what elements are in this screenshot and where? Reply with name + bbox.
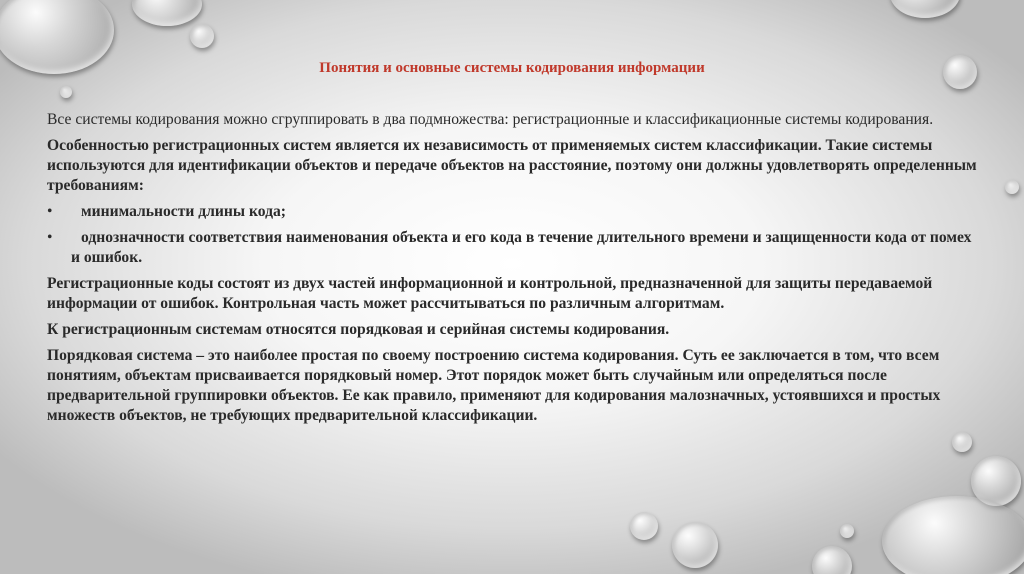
water-drop-decoration — [1005, 180, 1019, 194]
slide-body — [47, 110, 977, 432]
list-item — [47, 202, 977, 222]
paragraph-registration-features: Особенностью регистрационных систем является их независимость от применяемых систем классификации. Такие системы используются для идентификации объектов и передаче объектов на расстояние, поэтому они должны удовлетворять определенным требованиям: — [47, 137, 977, 194]
paragraph-registration-systems: К регистрационным системам относятся порядковая и серийная системы кодирования. — [47, 321, 670, 338]
water-drop-decoration — [672, 522, 718, 568]
water-drop-decoration — [132, 0, 202, 26]
water-drop-decoration — [952, 432, 972, 452]
water-drop-decoration — [882, 496, 1024, 574]
water-drop-decoration — [190, 24, 214, 48]
paragraph-ordinal-system: Порядковая система – это наиболее простая по своему построению система кодирования. Суть ее заключается в том, что всем понятиям, объектам присваивается порядковый номер. Этот порядок может быть случайным или определяться после предварительной группировки объектов. Ее как правило, применяют для кодирования малозначных, устоявшихся и простых множеств объектов, не требующих предварительной классификации. — [47, 347, 941, 424]
water-drop-decoration — [812, 546, 852, 574]
water-drop-decoration — [60, 86, 72, 98]
water-drop-decoration — [890, 0, 960, 18]
paragraph-intro: Все системы кодирования можно сгруппировать в два подмножества: регистрационные и классификационные системы кодирования. — [47, 111, 934, 128]
bullet-marker: • — [47, 229, 53, 246]
water-drop-decoration — [840, 524, 854, 538]
list-item-text: минимальности длины кода; — [81, 203, 286, 220]
bullet-marker: • — [47, 203, 53, 220]
water-drop-decoration — [630, 512, 658, 540]
list-item — [47, 228, 977, 268]
paragraph-registration-codes: Регистрационные коды состоят из двух частей информационной и контрольной, предназначенной для защиты передаваемой информации от ошибок. Контрольная часть может рассчитываться по различным алгоритмам. — [47, 275, 933, 312]
slide-title: Понятия и основные системы кодирования информации — [319, 60, 705, 76]
list-item-text: однозначности соответствия наименования объекта и его кода в течение длительного времени и защищенности кода от помех и ошибок. — [71, 229, 972, 266]
